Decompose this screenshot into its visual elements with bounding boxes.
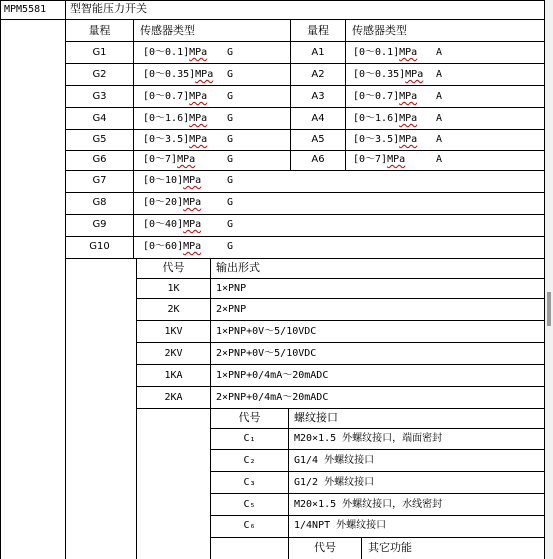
unit-label: MPa (195, 69, 214, 80)
scrollbar-thumb[interactable] (547, 292, 551, 326)
thread-desc: M20×1.5 外螺纹接口，端面密封 (294, 433, 443, 444)
sensor-type: A (436, 113, 443, 124)
unit-label: MPa (399, 134, 418, 145)
unit-label: MPa (189, 47, 208, 58)
thread-code: C₃ (243, 477, 256, 488)
range-value: [0～0.1]MPa (143, 47, 208, 58)
sensor-type: G (227, 219, 234, 230)
range-code: G9 (92, 219, 107, 230)
page-title: 型智能压力开关 (70, 2, 147, 15)
unit-label: MPa (177, 154, 196, 165)
output-code: 2KA (164, 392, 183, 403)
unit-label: MPa (183, 219, 202, 230)
thread-code: C₆ (243, 520, 256, 531)
range-value: [0～0.7]MPa (143, 91, 208, 102)
range-value: [0～20]MPa (143, 197, 202, 208)
sensor-col-header-left: 传感器类型 (140, 24, 195, 37)
range-value: [0～0.1]MPa (353, 47, 418, 58)
range-col-header-left: 量程 (88, 24, 111, 37)
range-code: A5 (311, 134, 325, 145)
unit-label: MPa (405, 69, 424, 80)
sensor-type: G (227, 134, 234, 145)
range-code: G7 (92, 175, 107, 186)
range-code: A2 (311, 69, 325, 80)
range-code: G2 (92, 69, 107, 80)
output-form: 1×PNP (216, 283, 247, 294)
thread-desc: 1/4NPT 外螺纹接口 (294, 520, 387, 531)
output-form-header: 输出形式 (216, 261, 260, 274)
unit-label: MPa (399, 47, 418, 58)
range-value: [0～1.6]MPa (143, 113, 208, 124)
range-code: G3 (92, 91, 107, 102)
sensor-type: G (227, 91, 234, 102)
sensor-type: A (436, 154, 443, 165)
unit-label: MPa (183, 241, 202, 252)
range-value: [0～10]MPa (143, 175, 202, 186)
unit-label: MPa (189, 91, 208, 102)
other-code-header: 代号 (314, 541, 336, 554)
range-value: [0～7]MPa (143, 154, 196, 165)
sensor-type: G (227, 154, 234, 165)
range-code: G5 (92, 134, 107, 145)
output-code: 1KV (164, 326, 183, 337)
sensor-type: A (436, 47, 443, 58)
sensor-type: G (227, 175, 234, 186)
range-value: [0～1.6]MPa (353, 113, 418, 124)
unit-label: MPa (399, 113, 418, 124)
other-func-header: 其它功能 (368, 541, 412, 554)
thread-code: C₂ (243, 455, 256, 466)
range-value: [0～0.35]MPa (353, 69, 424, 80)
range-value: [0～0.7]MPa (353, 91, 418, 102)
unit-label: MPa (189, 113, 208, 124)
model-code: MPM5581 (4, 4, 47, 15)
thread-desc: G1/4 外螺纹接口 (294, 455, 375, 466)
range-code: A6 (311, 154, 325, 165)
range-value: [0～3.5]MPa (143, 134, 208, 145)
thread-desc-header: 螺纹接口 (294, 411, 338, 424)
range-code: G6 (92, 154, 107, 165)
vertical-scrollbar[interactable] (545, 0, 553, 559)
range-code: A1 (311, 47, 325, 58)
sensor-type: A (436, 69, 443, 80)
output-form: 2×PNP (216, 304, 247, 315)
range-code: G10 (89, 241, 110, 252)
range-value: [0～0.35]MPa (143, 69, 214, 80)
unit-label: MPa (399, 91, 418, 102)
sensor-col-header-right: 传感器类型 (352, 24, 407, 37)
output-code: 2K (167, 304, 180, 315)
output-code: 1K (167, 283, 180, 294)
sensor-type: G (227, 197, 234, 208)
range-value: [0～40]MPa (143, 219, 202, 230)
sensor-type: G (227, 113, 234, 124)
sensor-type: G (227, 47, 234, 58)
output-code-header: 代号 (162, 261, 185, 274)
sensor-type: A (436, 91, 443, 102)
range-value: [0～7]MPa (353, 154, 406, 165)
range-value: [0～3.5]MPa (353, 134, 418, 145)
output-code: 2KV (164, 348, 183, 359)
thread-code-header: 代号 (238, 411, 261, 424)
range-col-header-right: 量程 (307, 24, 329, 37)
range-code: A4 (311, 113, 325, 124)
output-code: 1KA (164, 370, 183, 381)
thread-code: C₅ (243, 499, 256, 510)
range-code: A3 (311, 91, 325, 102)
sensor-type: A (436, 134, 443, 145)
sensor-type: G (227, 241, 234, 252)
sensor-type: G (227, 69, 234, 80)
range-code: G4 (92, 113, 107, 124)
range-value: [0～60]MPa (143, 241, 202, 252)
range-code: G1 (92, 47, 107, 58)
output-form: 1×PNP+0/4mA～20mADC (216, 370, 329, 381)
thread-code: C₁ (243, 433, 256, 444)
output-form: 2×PNP+0/4mA～20mADC (216, 392, 329, 403)
unit-label: MPa (387, 154, 406, 165)
unit-label: MPa (183, 175, 202, 186)
output-form: 1×PNP+0V～5/10VDC (216, 326, 317, 337)
thread-desc: M20×1.5 外螺纹接口，水线密封 (294, 499, 443, 510)
unit-label: MPa (189, 134, 208, 145)
unit-label: MPa (183, 197, 202, 208)
thread-desc: G1/2 外螺纹接口 (294, 477, 375, 488)
range-code: G8 (92, 197, 107, 208)
output-form: 2×PNP+0V～5/10VDC (216, 348, 317, 359)
